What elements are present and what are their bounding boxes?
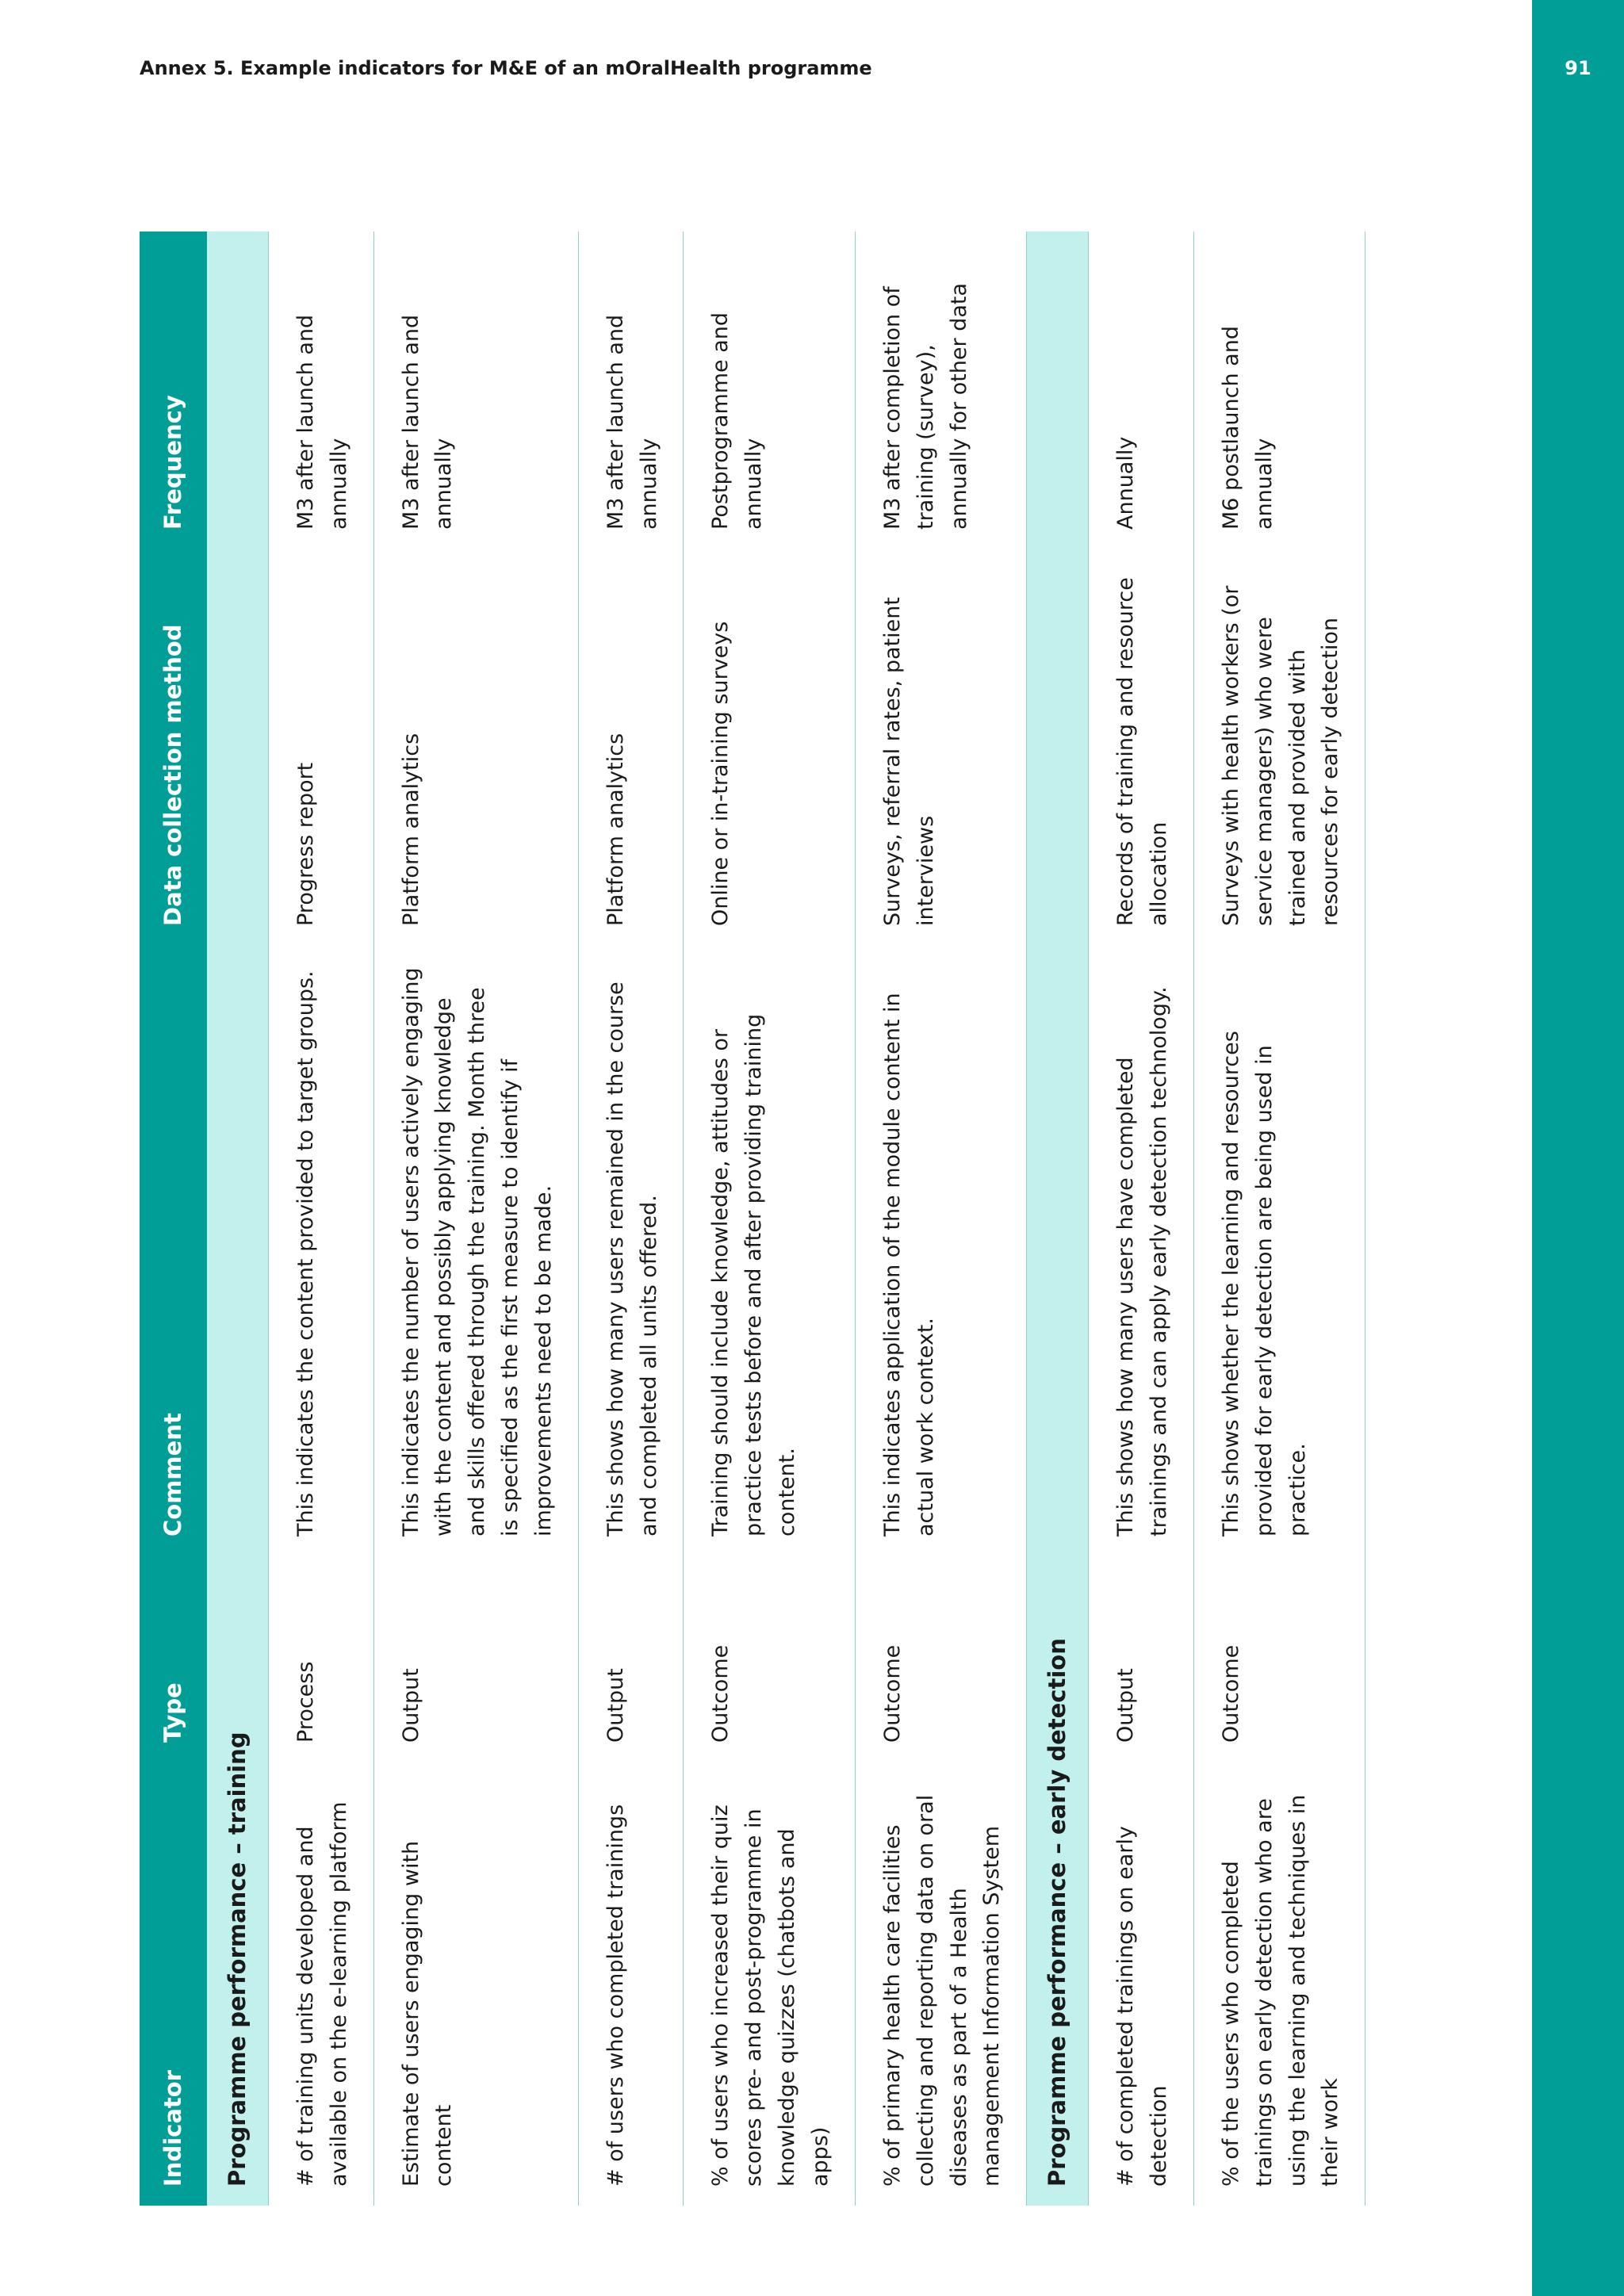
cell-method: Progress report <box>268 549 373 945</box>
cell-frequency: Annually <box>1089 232 1194 549</box>
table-row <box>684 232 855 2206</box>
cell-comment: This shows how many users remained in the course and completed all units offered. <box>578 945 684 1556</box>
col-header-method: Data collection method <box>140 549 207 945</box>
cell-frequency: Postprogramme and annually <box>684 232 855 549</box>
cell-method: Records of training and resource allocation <box>1089 549 1194 945</box>
cell-method: Platform analytics <box>578 549 684 945</box>
page-number: 91 <box>1565 57 1591 79</box>
col-header-frequency: Frequency <box>140 232 207 549</box>
table-row <box>1193 232 1365 2206</box>
table-row <box>578 232 684 2206</box>
col-header-indicator: Indicator <box>140 1762 207 2206</box>
cell-type: Output <box>373 1556 578 1762</box>
side-color-band <box>1532 0 1624 2296</box>
col-header-type: Type <box>140 1556 207 1762</box>
section-row-early-detection <box>1027 232 1089 2206</box>
section-title: Programme performance – early detection <box>1027 232 1089 2206</box>
cell-frequency: M3 after launch and annually <box>268 232 373 549</box>
cell-comment: This indicates the content provided to target groups. <box>268 945 373 1556</box>
cell-type: Outcome <box>1193 1556 1365 1762</box>
cell-method: Surveys with health workers (or service managers) who were trained and provided with resources for early detection <box>1193 549 1365 945</box>
table-row <box>268 232 373 2206</box>
cell-type: Outcome <box>855 1556 1026 1762</box>
cell-indicator: % of primary health care facilities collecting and reporting data on oral diseases as part of a Health management Information System <box>855 1762 1026 2206</box>
table-row <box>1089 232 1194 2206</box>
table-row <box>855 232 1026 2206</box>
cell-indicator: # of users who completed trainings <box>578 1762 684 2206</box>
cell-type: Process <box>268 1556 373 1762</box>
cell-frequency: M6 postlaunch and annually <box>1193 232 1365 549</box>
table-header-row <box>140 232 207 2206</box>
cell-type: Output <box>1089 1556 1194 1762</box>
indicator-table <box>140 232 1365 2206</box>
cell-method: Surveys, referral rates, patient interviews <box>855 549 1026 945</box>
cell-indicator: Estimate of users engaging with content <box>373 1762 578 2206</box>
cell-comment: This indicates application of the module content in actual work context. <box>855 945 1026 1556</box>
cell-comment: This shows whether the learning and resources provided for early detection are being used in practice. <box>1193 945 1365 1556</box>
cell-comment: This indicates the number of users actively engaging with the content and possibly applying knowledge and skills offered through the training. Month three is specified as the first measure to identify if improvements need to be made. <box>373 945 578 1556</box>
cell-type: Outcome <box>684 1556 855 1762</box>
cell-method: Platform analytics <box>373 549 578 945</box>
col-header-comment: Comment <box>140 945 207 1556</box>
cell-frequency: M3 after launch and annually <box>373 232 578 549</box>
cell-frequency: M3 after launch and annually <box>578 232 684 549</box>
table-row <box>373 232 578 2206</box>
cell-type: Output <box>578 1556 684 1762</box>
running-header: Annex 5. Example indicators for M&E of an mOralHealth programme <box>140 57 872 79</box>
cell-comment: This shows how many users have completed trainings and can apply early detection technology. <box>1089 945 1194 1556</box>
cell-comment: Training should include knowledge, attitudes or practice tests before and after providing training content. <box>684 945 855 1556</box>
section-title: Programme performance – training <box>207 232 268 2206</box>
cell-indicator: % of users who increased their quiz scores pre- and post-programme in knowledge quizzes (chatbots and apps) <box>684 1762 855 2206</box>
cell-indicator: # of training units developed and available on the e-learning platform <box>268 1762 373 2206</box>
section-row-training <box>207 232 268 2206</box>
cell-method: Online or in-training surveys <box>684 549 855 945</box>
indicator-table-rotated <box>140 232 1343 2206</box>
cell-indicator: # of completed trainings on early detection <box>1089 1762 1194 2206</box>
cell-frequency: M3 after completion of training (survey), annually for other data <box>855 232 1026 549</box>
cell-indicator: % of the users who completed trainings on early detection who are using the learning and techniques in their work <box>1193 1762 1365 2206</box>
